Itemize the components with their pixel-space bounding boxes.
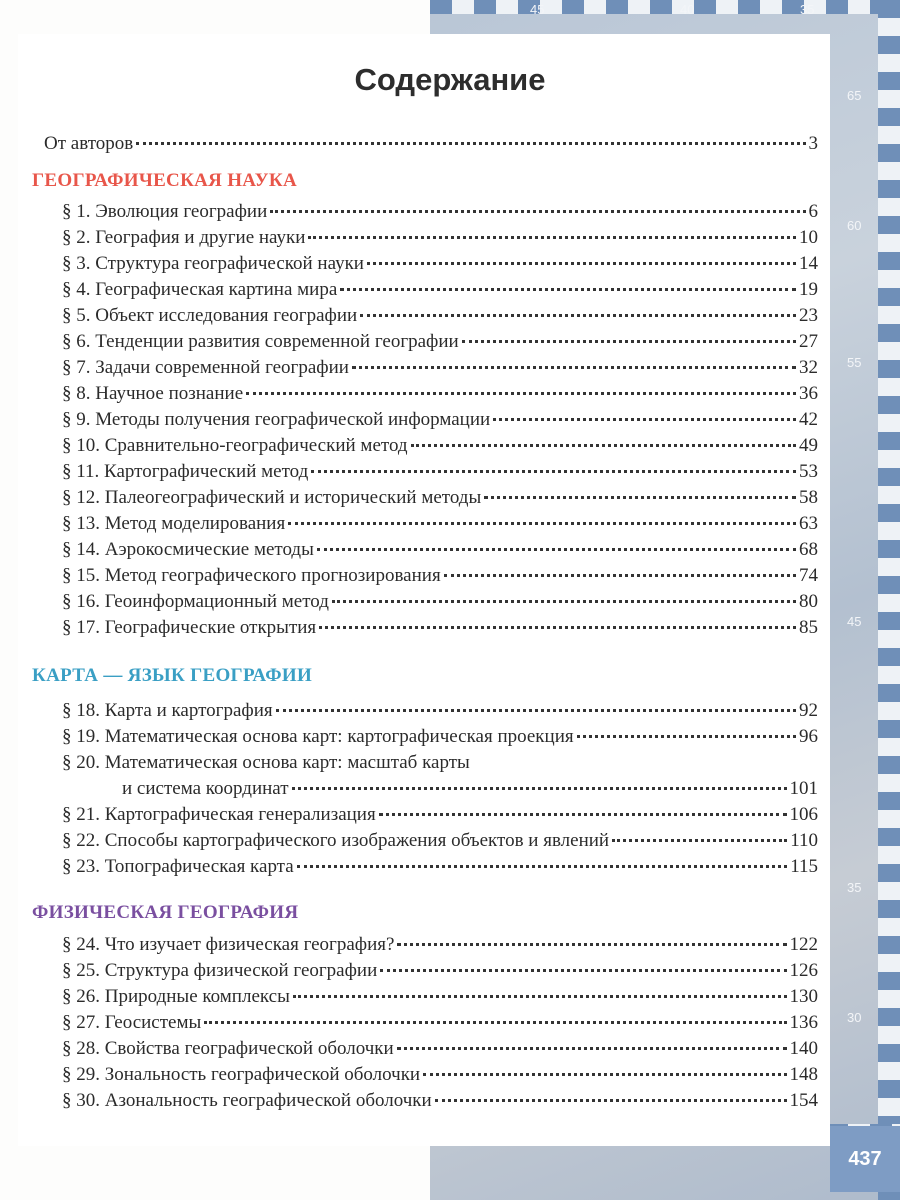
entry-title: § 18. Карта и картография bbox=[62, 700, 273, 721]
entry-title: § 17. Географические открытия bbox=[62, 617, 317, 638]
entry-title: § 14. Аэрокосмические методы bbox=[62, 539, 314, 560]
dot-leader bbox=[317, 548, 796, 551]
dot-leader bbox=[397, 1047, 787, 1050]
entry-title: § 8. Научное познание bbox=[62, 383, 244, 404]
entry-page: 136 bbox=[789, 1012, 818, 1033]
entry-page: 148 bbox=[789, 1064, 818, 1085]
entry-page: 19 bbox=[799, 279, 818, 300]
toc-entry[interactable] bbox=[62, 700, 818, 724]
page-number: 437 bbox=[830, 1126, 900, 1192]
section-heading: ФИЗИЧЕСКАЯ ГЕОГРАФИЯ bbox=[32, 902, 299, 923]
dot-leader bbox=[462, 340, 796, 343]
entry-page: 140 bbox=[789, 1038, 818, 1059]
entry-page: 101 bbox=[789, 778, 818, 799]
entry-title: § 13. Метод моделирования bbox=[62, 513, 286, 534]
toc-entry[interactable] bbox=[62, 357, 818, 381]
entry-title: § 19. Математическая основа карт: картографическая проекция bbox=[62, 726, 574, 747]
entry-title: § 5. Объект исследования географии bbox=[62, 305, 358, 326]
entry-page: 58 bbox=[799, 487, 818, 508]
map-degree: 30 bbox=[847, 1010, 862, 1025]
dot-leader bbox=[276, 709, 796, 712]
entry-title: § 23. Топографическая карта bbox=[62, 856, 294, 877]
map-degree: 60 bbox=[847, 218, 862, 233]
toc-entry-intro[interactable] bbox=[44, 133, 818, 157]
toc-entry[interactable] bbox=[62, 409, 818, 433]
dot-leader bbox=[340, 288, 796, 291]
entry-title: § 15. Метод географического прогнозирования bbox=[62, 565, 441, 586]
section-heading: КАРТА — ЯЗЫК ГЕОГРАФИИ bbox=[32, 665, 313, 686]
dot-leader bbox=[379, 813, 787, 816]
map-degree: 65 bbox=[847, 88, 862, 103]
toc-entry[interactable] bbox=[62, 591, 818, 615]
entry-title: § 11. Картографический метод bbox=[62, 461, 309, 482]
dot-leader bbox=[484, 496, 796, 499]
entry-title: § 16. Геоинформационный метод bbox=[62, 591, 329, 612]
toc-entry[interactable] bbox=[62, 617, 818, 641]
toc-entry[interactable] bbox=[62, 539, 818, 563]
entry-page: 74 bbox=[799, 565, 818, 586]
entry-page: 68 bbox=[799, 539, 818, 560]
dot-leader bbox=[411, 444, 796, 447]
entry-title[interactable]: § 20. Математическая основа карт: масштаб карты bbox=[62, 752, 470, 773]
entry-title: § 26. Природные комплексы bbox=[62, 986, 290, 1007]
toc-entry[interactable] bbox=[62, 804, 818, 828]
dot-leader bbox=[293, 995, 787, 998]
toc-entry[interactable] bbox=[62, 279, 818, 303]
toc-entry[interactable] bbox=[62, 934, 818, 958]
entry-page: 92 bbox=[799, 700, 818, 721]
entry-page: 27 bbox=[799, 331, 818, 352]
toc-entry[interactable] bbox=[62, 1064, 818, 1088]
entry-page: 115 bbox=[790, 856, 818, 877]
toc-entry[interactable] bbox=[62, 227, 818, 251]
map-frame-top bbox=[430, 0, 900, 14]
dot-leader bbox=[246, 392, 796, 395]
toc-entry[interactable] bbox=[62, 1012, 818, 1036]
toc-entry[interactable] bbox=[62, 253, 818, 277]
toc-entry[interactable] bbox=[62, 830, 818, 854]
entry-title: § 21. Картографическая генерализация bbox=[62, 804, 376, 825]
dot-leader bbox=[493, 418, 796, 421]
entry-title: § 7. Задачи современной географии bbox=[62, 357, 349, 378]
dot-leader bbox=[380, 969, 786, 972]
entry-title: § 12. Палеогеографический и исторический методы bbox=[62, 487, 482, 508]
dot-leader bbox=[136, 142, 805, 145]
entry-page: 49 bbox=[799, 435, 818, 456]
map-degree: 35 bbox=[847, 880, 862, 895]
toc-entry[interactable] bbox=[62, 305, 818, 329]
entry-page: 32 bbox=[799, 357, 818, 378]
dot-leader bbox=[292, 787, 787, 790]
dot-leader bbox=[332, 600, 796, 603]
toc-entry[interactable] bbox=[62, 201, 818, 225]
dot-leader bbox=[308, 236, 796, 239]
toc-entry[interactable] bbox=[62, 513, 818, 537]
entry-page: 85 bbox=[799, 617, 818, 638]
toc-entry[interactable] bbox=[62, 986, 818, 1010]
map-degree: 35 bbox=[800, 2, 815, 17]
entry-page: 106 bbox=[789, 804, 818, 825]
map-degree: 45 bbox=[530, 2, 545, 17]
dot-leader bbox=[297, 865, 788, 868]
dot-leader bbox=[577, 735, 796, 738]
section-heading: ГЕОГРАФИЧЕСКАЯ НАУКА bbox=[32, 170, 298, 191]
entry-page: 96 bbox=[799, 726, 818, 747]
map-degree: 55 bbox=[847, 355, 862, 370]
entry-title: § 3. Структура географической науки bbox=[62, 253, 364, 274]
entry-title: От авторов bbox=[44, 133, 134, 154]
dot-leader bbox=[204, 1021, 786, 1024]
toc-entry[interactable] bbox=[62, 1090, 818, 1114]
entry-page: 63 bbox=[799, 513, 818, 534]
entry-title: § 1. Эволюция географии bbox=[62, 201, 268, 222]
entry-page: 53 bbox=[799, 461, 818, 482]
toc-entry[interactable] bbox=[62, 383, 818, 407]
entry-page: 3 bbox=[808, 133, 818, 154]
entry-title: § 28. Свойства географической оболочки bbox=[62, 1038, 394, 1059]
entry-page: 14 bbox=[799, 253, 818, 274]
map-frame-right bbox=[878, 0, 900, 1200]
toc-entry[interactable] bbox=[62, 1038, 818, 1062]
dot-leader bbox=[270, 210, 805, 213]
entry-title: § 4. Географическая картина мира bbox=[62, 279, 338, 300]
dot-leader bbox=[612, 839, 787, 842]
dot-leader bbox=[311, 470, 796, 473]
dot-leader bbox=[397, 943, 786, 946]
entry-title: § 22. Способы картографического изображения объектов и явлений bbox=[62, 830, 610, 851]
entry-page: 36 bbox=[799, 383, 818, 404]
entry-title: § 27. Геосистемы bbox=[62, 1012, 202, 1033]
entry-page: 130 bbox=[789, 986, 818, 1007]
dot-leader bbox=[360, 314, 796, 317]
map-degree: 45 bbox=[847, 614, 862, 629]
toc-entry[interactable] bbox=[62, 565, 818, 589]
entry-title: и система координат bbox=[122, 778, 289, 799]
entry-title: § 29. Зональность географической оболочки bbox=[62, 1064, 421, 1085]
entry-title: § 9. Методы получения географической информации bbox=[62, 409, 491, 430]
entry-page: 23 bbox=[799, 305, 818, 326]
toc-entry[interactable] bbox=[122, 778, 818, 802]
toc-entry[interactable] bbox=[62, 435, 818, 459]
entry-page: 122 bbox=[789, 934, 818, 955]
toc-entry[interactable] bbox=[62, 856, 818, 880]
toc-entry[interactable] bbox=[62, 726, 818, 750]
toc-entry[interactable] bbox=[62, 960, 818, 984]
entry-title: § 2. География и другие науки bbox=[62, 227, 306, 248]
entry-title: § 10. Сравнительно-географический метод bbox=[62, 435, 408, 456]
entry-title: § 6. Тенденции развития современной географии bbox=[62, 331, 459, 352]
dot-leader bbox=[319, 626, 796, 629]
dot-leader bbox=[435, 1099, 787, 1102]
toc-entry[interactable] bbox=[62, 331, 818, 355]
dot-leader bbox=[367, 262, 796, 265]
entry-page: 42 bbox=[799, 409, 818, 430]
dot-leader bbox=[423, 1073, 786, 1076]
entry-page: 126 bbox=[789, 960, 818, 981]
entry-title: § 25. Структура физической географии bbox=[62, 960, 378, 981]
map-degree: 40 bbox=[680, 2, 695, 17]
dot-leader bbox=[352, 366, 796, 369]
entry-title: § 24. Что изучает физическая география? bbox=[62, 934, 395, 955]
entry-page: 80 bbox=[799, 591, 818, 612]
dot-leader bbox=[288, 522, 796, 525]
entry-page: 110 bbox=[790, 830, 818, 851]
toc-entry[interactable] bbox=[62, 487, 818, 511]
dot-leader bbox=[444, 574, 796, 577]
entry-page: 6 bbox=[808, 201, 818, 222]
toc-entry[interactable] bbox=[62, 461, 818, 485]
page-title: Содержание bbox=[354, 62, 546, 97]
entry-title: § 30. Азональность географической оболочки bbox=[62, 1090, 432, 1111]
entry-page: 154 bbox=[789, 1090, 818, 1111]
entry-page: 10 bbox=[799, 227, 818, 248]
